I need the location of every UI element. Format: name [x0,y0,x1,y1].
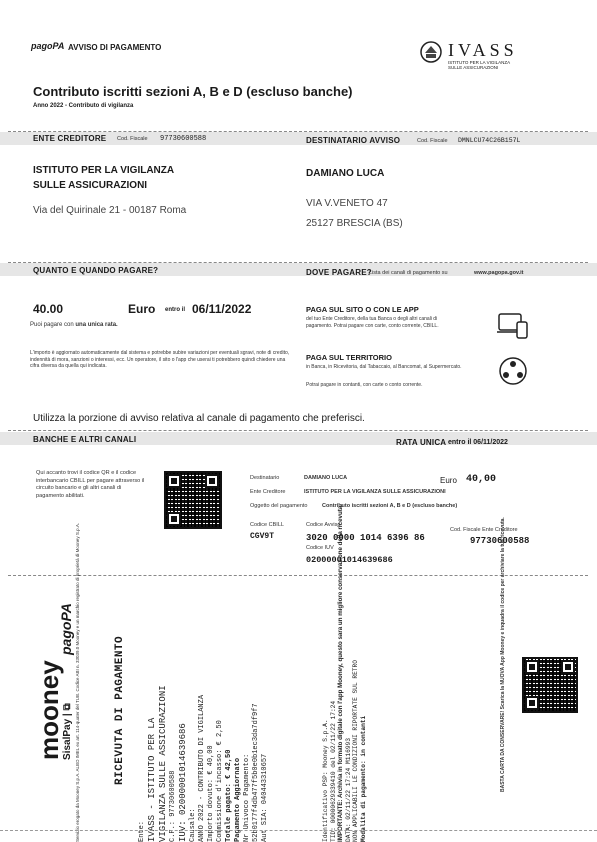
receipt-body [138,592,270,842]
online-title: PAGA SUL SITO O CON LE APP [306,305,419,314]
receipt-line: Causale: [189,808,197,842]
cred-label: Ente Creditore [250,489,286,495]
cbill-value: CGV9T [250,532,275,541]
mooney-small-print: Servizio erogato da Mooney S.p.A. ALBO IMEL ex art. 114-quater del TUB. Codice ABI n. 33039.0 Mooney e un marchio registrato di proprietà di Mooney S.p.A. [75,522,80,842]
receipt-line: C.F.: 97730600588 [169,770,177,842]
divider [8,262,588,263]
receipt-title: RICEVUTA DI PAGAMENTO [114,635,126,785]
rate-label: RATA UNICA [396,438,447,447]
creditor-fiscal-code: 97730600588 [160,135,207,143]
creditor-fiscal-value-2: 97730600588 [470,536,530,546]
receipt-line: Commissione d'incasso: € 2,50 [216,720,224,842]
recipient-address-2: 25127 BRESCIA (BS) [306,218,403,229]
ivass-emblem-icon [419,40,443,64]
rate-due: entro il 06/11/2022 [448,439,508,446]
amount-note: L'importo è aggiornato automaticamente dal sistema e potrebbe subire variazioni per eventuali sgravi, note di credito, indennità di mora, sanzioni o interessi, ecc. Un operatore, il sito o l'app che userai ti potrebbero quindi chiedere una cifra diversa da quella qui indicata. [30,350,290,369]
receipt-line: Importo dovuto: € 40,00 [207,745,215,842]
page-title: Contributo iscritti sezioni A, B e D (escluso banche) [33,84,353,99]
mooney-logo: mooney [34,660,64,760]
dest-value: DAMIANO LUCA [304,475,348,481]
divider [8,430,588,431]
recipient-address-1: VIA V.VENETO 47 [306,198,388,209]
iuv-label: Codice IUV [306,545,334,551]
object-value: Contributo iscritti sezioni A, B e D (escluso banche) [322,503,458,509]
notice-label: AVVISO DI PAGAMENTO [68,43,162,52]
receipt-pagopa-logo: pagoPA [58,603,74,655]
dest-label: Destinatario [250,475,280,481]
ivass-logo: IVASS [448,40,518,60]
single-rate-prefix: Puoi pagare con [30,322,74,328]
receipt-line: Nr Univoco Pagamento: [243,753,251,842]
channel-instruction: Utilizza la porzione di avviso relativa al canale di pagamento che preferisci. [33,413,365,424]
recipient-fiscal-label: Cod. Fiscale [417,138,448,144]
single-rate-text [30,322,118,328]
receipt-line: TID: 00000629339410 del 02/11/22 17:24 [329,700,337,842]
receipt-line: IUV: 02000001014639686 [178,723,188,842]
cbill-label: Codice CBILL [250,522,284,528]
qr-instruction: Qui accanto trovi il codice QR e il codice interbancario CBILL per pagare attraverso il circuito bancario e gli altri canali di pagamento abilitati. [36,470,145,499]
receipt-line: IVASS - ISTITUTO PER LA [147,717,157,842]
recipient-label: DESTINATARIO AVVISO [306,136,401,145]
euro-value: 40,00 [466,474,497,485]
receipt-line: ANNO 2022 - CONTRIBUTO DI VIGILANZA [198,694,206,842]
recipient-fiscal-code: DMNLCU74C26B157L [458,137,521,144]
territory-title: PAGA SUL TERRITORIO [306,353,392,362]
sisalpay-logo: SisalPay | ⧉ [62,703,73,760]
receipt-line: Totale pagato: € 42,50 [225,749,233,842]
creditor-name-2: SULLE ASSICURAZIONI [33,180,148,191]
receipt-line: Pagamento Aggiornato [234,757,242,842]
receipt-line: 52b0177f4db477f5b0e0b1ec3da7df9f7 [252,703,260,842]
divider [8,131,588,132]
ivass-sub2: SULLE ASSICURAZIONI [448,65,499,70]
receipt-line: Ente: [138,820,146,842]
online-text: del tuo Ente Creditore, della tua Banca o degli altri canali di pagamento. Potrai pagare con carte, conto corrente, CBILL. [306,316,439,329]
devices-icon [497,310,529,340]
pagopa-logo: pagoPA [31,41,65,51]
creditor-label: ENTE CREDITORE [33,134,107,143]
receipt-line: Aut SIA: 040443310657 [261,753,269,842]
receipt-line: VIGILANZA SULLE ASSICURAZIONI [158,685,168,842]
notice-code-label: Codice Avviso [306,522,341,528]
where-list-site[interactable]: www.pagopa.gov.it [474,270,524,276]
creditor-fiscal-label: Cod. Fiscale [117,136,148,142]
creditor-fiscal-label-2: Cod. Fiscale Ente Creditore [450,527,518,533]
object-label: Oggetto del pagamento [250,503,308,509]
receipt-app-note: BASTA CARTA DA CONSERVARE! Scarica la NUOVA App Mooney e inquadra il codice per archiviare la tua ricevuta. [500,517,506,792]
receipt-line: NON APPLICABILI LE CONDIZIONI RIPORTATE SUL RETRO [352,660,360,842]
bank-label: BANCHE E ALTRI CANALI [33,435,137,444]
location-icon [497,355,529,387]
currency: Euro [128,302,156,316]
receipt-line: IMPORTANTE: Archivia in formato digitale con l'app Mooney, questo sara un migliore conservazione della ricevuta. [337,504,345,842]
due-date: 06/11/2022 [192,302,252,316]
notice-code-value: 3020 0000 1014 6396 86 [306,533,425,543]
when-label: QUANTO E QUANDO PAGARE? [33,266,159,275]
page-subtitle: Anno 2022 - Contributo di vigilanza [33,103,134,109]
recipient-name: DAMIANO LUCA [306,168,385,179]
receipt-edge [0,830,597,831]
amount: 40.00 [33,302,64,316]
territory-text-2: Potrai pagare in contanti, con carte o conto corrente. [306,382,423,388]
ivass-sub1: ISTITUTO PER LA VIGILANZA [448,60,511,65]
receipt-qr-code [522,657,578,713]
receipt-line: DATA: 02/11/22 17:24 M116993 [344,738,352,842]
where-list-text: Lista dei canali di pagamento su [369,270,448,276]
territory-text: in Banca, in Ricevitoria, dal Tabaccaio, al Bancomat, al Supermercato. [306,364,462,370]
creditor-address: Via del Quirinale 21 - 00187 Roma [33,205,187,216]
creditor-name-1: ISTITUTO PER LA VIGILANZA [33,165,175,176]
due-by-label: entro il [165,307,186,313]
receipt-line: Modalita di pagamento: in contanti [359,715,367,842]
iuv-value: 02000001014639686 [306,555,393,565]
where-label: DOVE PAGARE? [306,268,372,277]
payment-qr-code [164,471,222,529]
euro-label: Euro [440,476,457,485]
receipt-line: Identificativo PSP: Mooney S.p.A. [322,719,329,842]
single-rate-bold: una unica rata. [75,322,118,328]
cred-value: ISTITUTO PER LA VIGILANZA SULLE ASSICURAZIONI [304,489,446,495]
